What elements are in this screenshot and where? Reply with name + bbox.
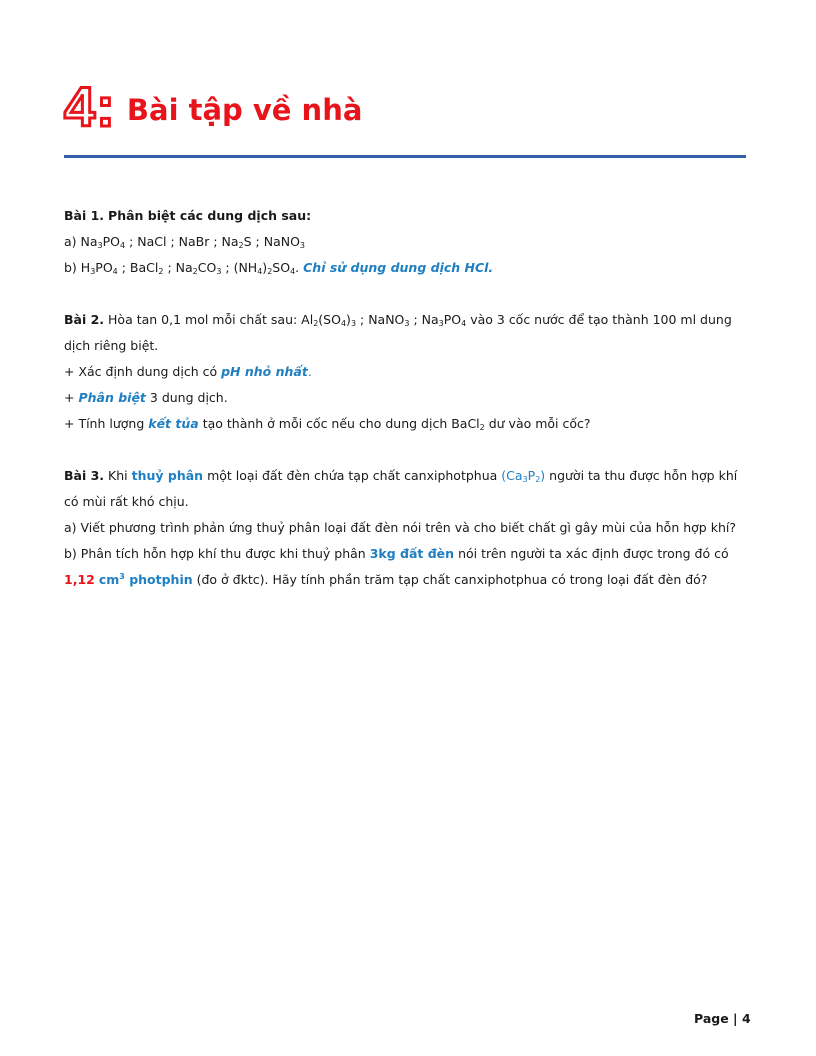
exercise-3-text-1: Khi (108, 468, 128, 483)
exercise-3-part-b-text-1: b) Phân tích hỗn hợp khí thu được khi thuỷ phân (64, 546, 366, 561)
exercise-2-item-2-highlight: Phân biệt (78, 390, 146, 405)
exercise-3-part-a-text: a) Viết phương trình phản ứng thuỷ phân loại đất đèn nói trên và cho biết chất gì gây mùi của hỗn hợp khí? (64, 520, 736, 535)
exercise-1-title (64, 203, 750, 229)
exercise-3-statement (64, 463, 750, 515)
exercise-2-item-3-highlight: kết tủa (148, 416, 199, 431)
section-number: 4: (64, 75, 116, 138)
exercise-3-part-b-value: 1,12 (64, 572, 95, 587)
exercise-2-item-1: + Xác định dung dịch có pH nhỏ nhất. (64, 364, 312, 379)
exercise-3-label: Bài 3. (64, 468, 105, 483)
exercise-1-label: Bài 1. (64, 208, 105, 223)
exercise-2-label: Bài 2. (64, 312, 105, 327)
exercise-3-text-2: một loại đất đèn chứa tạp chất canxiphotphua (207, 468, 498, 483)
exercise-3-part-a (64, 515, 750, 541)
exercise-2-item-2-text: 3 dung dịch. (149, 390, 228, 405)
exercise-2-item-3-prefix: + Tính lượng (64, 416, 145, 431)
exercise-2-text: Hòa tan 0,1 mol mỗi chất sau: $Al_2(SO_4)_3$ ; NaNO$_3$ ; $Na_3PO_4$ vào 3 cốc nước để tạo thành 100 ml dung dịch riêng biệt. (64, 312, 732, 353)
heading-divider (64, 155, 746, 158)
exercise-3-part-b-text-3: (đo ở đktc). Hãy tính phần trăm tạp chất canxiphotphua có trong loại đất đèn đó? (196, 572, 708, 587)
exercise-3-part-b (64, 541, 750, 593)
exercise-2-item-1-text: + Xác định dung dịch có (64, 364, 218, 379)
exercise-1-heading: Phân biệt các dung dịch sau: (108, 208, 312, 223)
exercise-2-item-3-text: tạo thành ở mỗi cốc nếu cho dung dịch BaCl$_2$ dư vào mỗi cốc? (202, 416, 591, 432)
section-title: Bài tập về nhà (126, 93, 363, 127)
exercise-3-formula: $(Ca_3P_2)$ (501, 468, 546, 484)
section-heading (64, 74, 362, 139)
exercise-1-part-a (64, 229, 750, 255)
exercise-1-part-b (64, 255, 750, 281)
exercise-3-part-b-highlight-1: 3kg đất đèn (369, 546, 455, 561)
exercise-3-part-b-text-2: nói trên người ta xác định được trong đó có (458, 546, 729, 561)
exercise-content (64, 203, 750, 593)
page-number: Page | 4 (694, 1011, 751, 1026)
exercise-2-item-2-prefix: + (64, 390, 75, 405)
exercise-1-part-a-text: a) $Na_3PO_4$ ; NaCl ; NaBr ; $Na_2S$ ; NaNO$_3$ (64, 234, 306, 250)
exercise-2-item-2 (64, 385, 750, 411)
exercise-3-highlight-1: thuỷ phân (131, 468, 204, 483)
exercise-1-note: Chỉ sử dụng dung dịch HCl. (303, 260, 494, 275)
exercise-2-statement (64, 307, 750, 359)
exercise-2-item-3 (64, 411, 750, 437)
exercise-2-item-1-highlight: pH nhỏ nhất (221, 364, 308, 379)
exercise-3-part-b-highlight-2: $cm^3$ photphin (98, 572, 193, 587)
exercise-3-text-3: người ta thu được hỗn hợp khí có mùi rất khó chịu. (64, 468, 738, 509)
exercise-1-part-b-text: b) $H_3PO_4$ ; BaCl$_2$ ; $Na_2CO_3$ ; $(NH_4)_2SO_4$. (64, 260, 300, 276)
